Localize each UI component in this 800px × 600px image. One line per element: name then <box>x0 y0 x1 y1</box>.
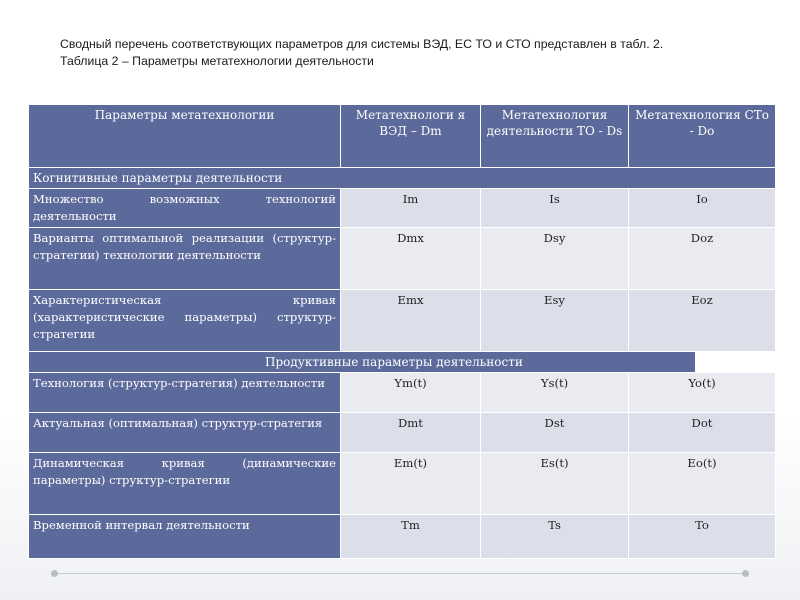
parameters-table <box>28 104 776 559</box>
do-cell: To <box>629 515 776 559</box>
left-dot-ornament <box>51 570 58 577</box>
section-cognitive: Когнитивные параметры деятельности <box>29 168 776 189</box>
section-row <box>29 352 776 373</box>
table-caption: Таблица 2 – Параметры метатехнологии деятельности <box>60 53 374 68</box>
dm-cell: Emx <box>341 290 481 352</box>
dm-cell: Dmx <box>341 228 481 290</box>
header-do: Метатехнология СТо - Do <box>629 105 776 168</box>
param-cell: Технология (структур-стратегия) деятельности <box>29 373 341 413</box>
table-row <box>29 228 776 290</box>
do-cell: Eo(t) <box>629 453 776 515</box>
intro-sentence: Сводный перечень соответствующих параметров для системы ВЭД, ЕС ТО и СТО представлен в табл. 2. <box>60 37 664 51</box>
intro-text <box>60 36 760 69</box>
ds-cell: Es(t) <box>481 453 629 515</box>
dm-cell: Em(t) <box>341 453 481 515</box>
do-cell: Eoz <box>629 290 776 352</box>
header-dm: Метатехнологи я ВЭД – Dm <box>341 105 481 168</box>
table-row <box>29 373 776 413</box>
param-cell: Множество возможных технологий деятельности <box>29 189 341 228</box>
do-cell: Io <box>629 189 776 228</box>
dm-cell: Tm <box>341 515 481 559</box>
bottom-rule <box>55 573 745 574</box>
dm-cell: Im <box>341 189 481 228</box>
header-row <box>29 105 776 168</box>
header-params: Параметры метатехнологии <box>29 105 341 168</box>
dm-cell: Ym(t) <box>341 373 481 413</box>
ds-cell: Is <box>481 189 629 228</box>
ds-cell: Dst <box>481 413 629 453</box>
param-cell: Временной интервал деятельности <box>29 515 341 559</box>
param-cell: Динамическая кривая (динамические параметры) структур-стратегии <box>29 453 341 515</box>
ds-cell: Esy <box>481 290 629 352</box>
param-cell: Варианты оптимальной реализации (структур-стратегии) технологии деятельности <box>29 228 341 290</box>
do-cell: Yo(t) <box>629 373 776 413</box>
table-row <box>29 453 776 515</box>
table-row <box>29 413 776 453</box>
ds-cell: Dsy <box>481 228 629 290</box>
table-row <box>29 515 776 559</box>
ds-cell: Ys(t) <box>481 373 629 413</box>
table-row <box>29 189 776 228</box>
dm-cell: Dmt <box>341 413 481 453</box>
section-row <box>29 168 776 189</box>
ds-cell: Ts <box>481 515 629 559</box>
header-ds: Метатехнология деятельности ТО - Ds <box>481 105 629 168</box>
param-cell: Актуальная (оптимальная) структур-стратегия <box>29 413 341 453</box>
table-row <box>29 290 776 352</box>
section-productive: Продуктивные параметры деятельности <box>261 352 696 373</box>
param-cell: Характеристическая кривая (характеристические параметры) структур-стратегии <box>29 290 341 352</box>
do-cell: Doz <box>629 228 776 290</box>
right-dot-ornament <box>742 570 749 577</box>
do-cell: Dot <box>629 413 776 453</box>
